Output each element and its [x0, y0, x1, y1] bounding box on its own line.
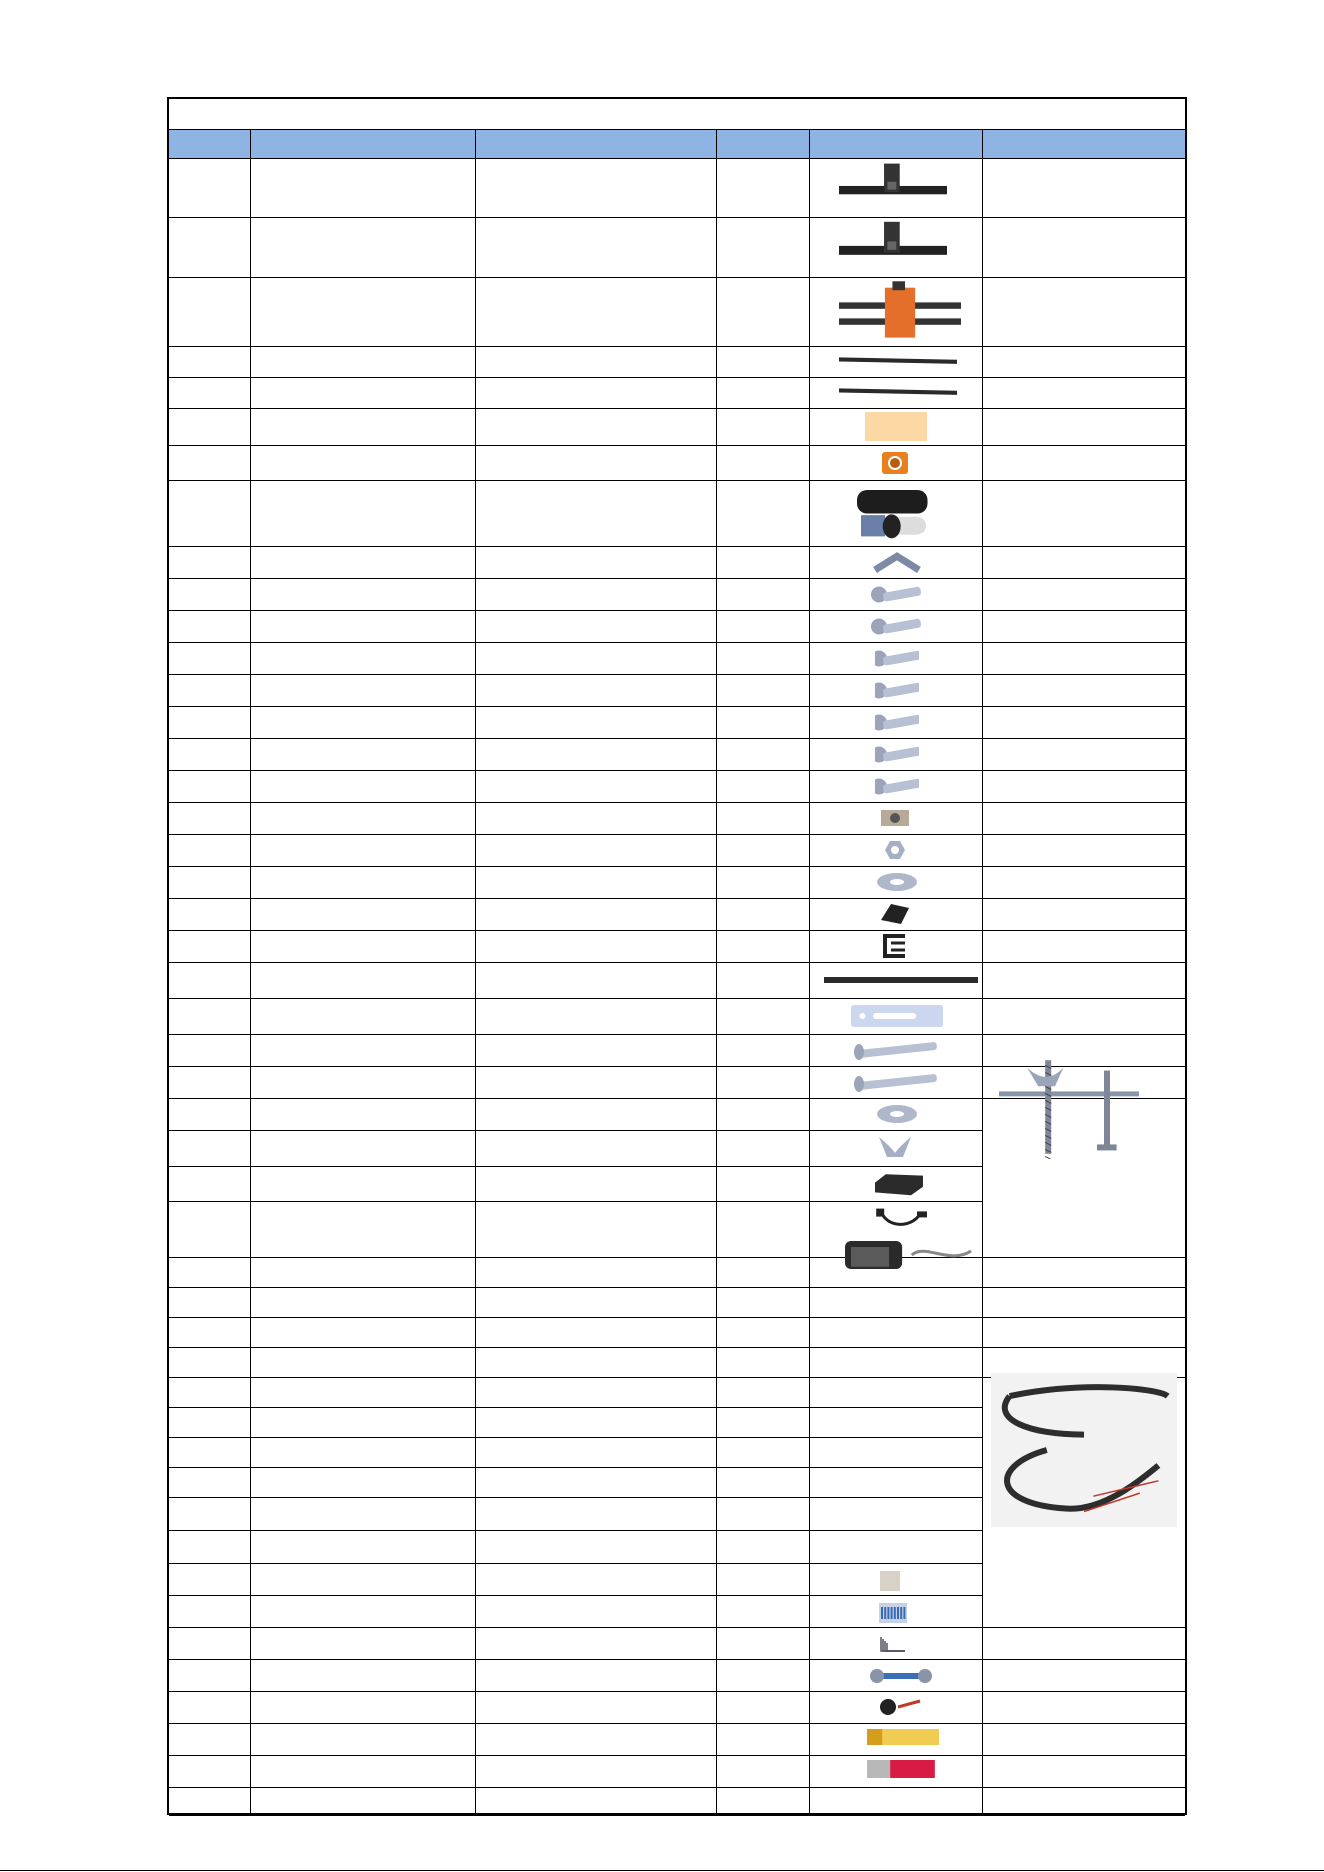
row-divider	[169, 1166, 982, 1167]
gantry-beam-right-image	[837, 219, 949, 275]
row-divider	[169, 277, 1185, 278]
rail-profile-icon	[837, 349, 959, 373]
t-nut-image	[875, 805, 915, 831]
column-divider	[250, 129, 251, 1815]
row-divider	[169, 738, 1185, 739]
row-divider	[169, 377, 1185, 378]
row-divider	[169, 898, 1185, 899]
spindle-motor-image	[853, 486, 939, 542]
control-box-image	[869, 1170, 929, 1198]
spindle-clamp-image	[875, 449, 915, 477]
header-row	[169, 129, 1185, 158]
column-divider	[809, 129, 810, 1815]
row-divider	[169, 1467, 982, 1468]
rail-profile-image-1	[837, 349, 959, 373]
rail-profile-image-2	[837, 380, 959, 404]
row-divider	[169, 346, 1185, 347]
hex-nut-image	[875, 837, 915, 863]
switch-icon	[875, 1567, 905, 1595]
plate-icon	[849, 1001, 945, 1031]
row-divider	[169, 1437, 982, 1438]
hex-keys-image	[875, 1631, 911, 1657]
row-divider	[169, 408, 1185, 409]
spindle-icon	[853, 486, 939, 542]
screw-icon	[875, 741, 919, 768]
harness-icon	[991, 1373, 1177, 1527]
wing-nut-icon	[875, 1132, 915, 1162]
chain-icon	[822, 966, 980, 994]
row-divider	[169, 642, 1185, 643]
screw-icon	[871, 581, 923, 608]
wrench-icon	[869, 1662, 933, 1690]
row-divider	[169, 1691, 1185, 1692]
row-divider	[169, 610, 1185, 611]
wrenches-image	[869, 1662, 933, 1690]
z-carriage-icon	[837, 280, 963, 344]
row-divider	[169, 706, 1185, 707]
row-divider	[169, 834, 1185, 835]
row-divider	[169, 1595, 982, 1596]
offline-controller-image	[841, 1233, 977, 1277]
clamp-assembly-icon	[999, 1055, 1139, 1159]
bits-icon	[875, 1599, 911, 1627]
gantry-beam-icon	[837, 161, 949, 213]
gantry-beam-left-image	[837, 161, 949, 213]
row-divider	[169, 802, 1185, 803]
row-divider	[169, 998, 1185, 999]
tape-image	[865, 1725, 941, 1749]
column-divider	[982, 129, 983, 1815]
control-box-icon	[869, 1170, 929, 1198]
row-divider	[169, 1287, 1185, 1288]
hex-keys-icon	[875, 1631, 911, 1657]
screw-icon	[875, 773, 919, 800]
row-divider	[169, 674, 1185, 675]
clamp-plate-image	[849, 1001, 945, 1031]
cap-screw-image	[875, 709, 919, 736]
controller-icon	[841, 1233, 977, 1277]
parts-list-table	[167, 97, 1187, 1815]
medium-screw-image	[871, 613, 923, 640]
limit-switch-image	[875, 1567, 905, 1595]
row-divider	[169, 1815, 1185, 1816]
cable-clip-image	[875, 933, 915, 959]
button-screw-image	[875, 741, 919, 768]
square-pad-image	[875, 901, 915, 927]
row-divider	[169, 546, 1185, 547]
clip-icon	[875, 933, 915, 959]
tape-icon	[865, 1725, 941, 1749]
row-divider	[169, 217, 1185, 218]
row-divider	[169, 1201, 982, 1202]
bolt-icon	[851, 1068, 943, 1096]
power-cable-image	[869, 1203, 929, 1231]
screw-icon	[871, 613, 923, 640]
row-divider	[169, 480, 1185, 481]
bolt-icon	[851, 1036, 943, 1064]
button-screw-image-2	[875, 773, 919, 800]
row-divider	[169, 866, 1185, 867]
column-divider	[716, 129, 717, 1815]
spoilboard-image	[865, 412, 927, 441]
short-screw-image-2	[875, 677, 919, 704]
row-divider	[169, 578, 1185, 579]
z-axis-carriage-image	[837, 280, 963, 344]
row-divider	[169, 1130, 982, 1131]
clamp-bolt-long-image	[851, 1068, 943, 1096]
gantry-beam-icon	[837, 219, 949, 275]
row-divider	[169, 1627, 1185, 1628]
cable-icon	[869, 1203, 929, 1231]
row-divider	[169, 1723, 1185, 1724]
row-divider	[169, 962, 1185, 963]
row-divider	[169, 1347, 1185, 1348]
wiring-harness-image	[991, 1373, 1177, 1527]
washer-image	[871, 869, 923, 895]
row-divider	[169, 1407, 982, 1408]
washer-icon	[871, 869, 923, 895]
title-row-divider	[169, 129, 1185, 130]
row-divider	[169, 1257, 1185, 1258]
cable-chain-image	[822, 966, 980, 994]
row-divider	[169, 1034, 1185, 1035]
usb-icon	[865, 1756, 937, 1782]
column-divider	[475, 129, 476, 1815]
clamp-washer-image	[871, 1100, 923, 1128]
clamp-icon	[875, 449, 915, 477]
row-divider	[169, 770, 1185, 771]
hex-nut-icon	[875, 837, 915, 863]
wing-nut-image	[875, 1132, 915, 1162]
screw-icon	[875, 677, 919, 704]
usb-drive-image	[865, 1756, 937, 1782]
pad-icon	[875, 901, 915, 927]
screw-icon	[875, 645, 919, 672]
clamp-bolt-image	[851, 1036, 943, 1064]
row-divider	[169, 1530, 982, 1531]
long-screw-image	[871, 581, 923, 608]
row-divider	[169, 158, 1185, 159]
row-divider	[169, 1317, 1185, 1318]
short-screw-image	[875, 645, 919, 672]
row-divider	[169, 1787, 1185, 1788]
clamp-assembly-image	[999, 1055, 1139, 1159]
board-icon	[865, 412, 927, 441]
router-bits-image	[875, 1599, 911, 1627]
row-divider	[169, 1497, 982, 1498]
washer-icon	[871, 1100, 923, 1128]
probe-image	[873, 1693, 923, 1721]
screw-icon	[875, 709, 919, 736]
probe-icon	[873, 1693, 923, 1721]
page-footer-rule	[0, 1870, 1324, 1871]
rail-profile-icon	[837, 380, 959, 404]
row-divider	[169, 1659, 1185, 1660]
row-divider	[169, 445, 1185, 446]
bracket-icon	[871, 550, 923, 575]
corner-bracket-image	[871, 550, 923, 575]
row-divider	[169, 1755, 1185, 1756]
row-divider	[169, 930, 1185, 931]
t-nut-icon	[875, 805, 915, 831]
row-divider	[169, 1563, 982, 1564]
